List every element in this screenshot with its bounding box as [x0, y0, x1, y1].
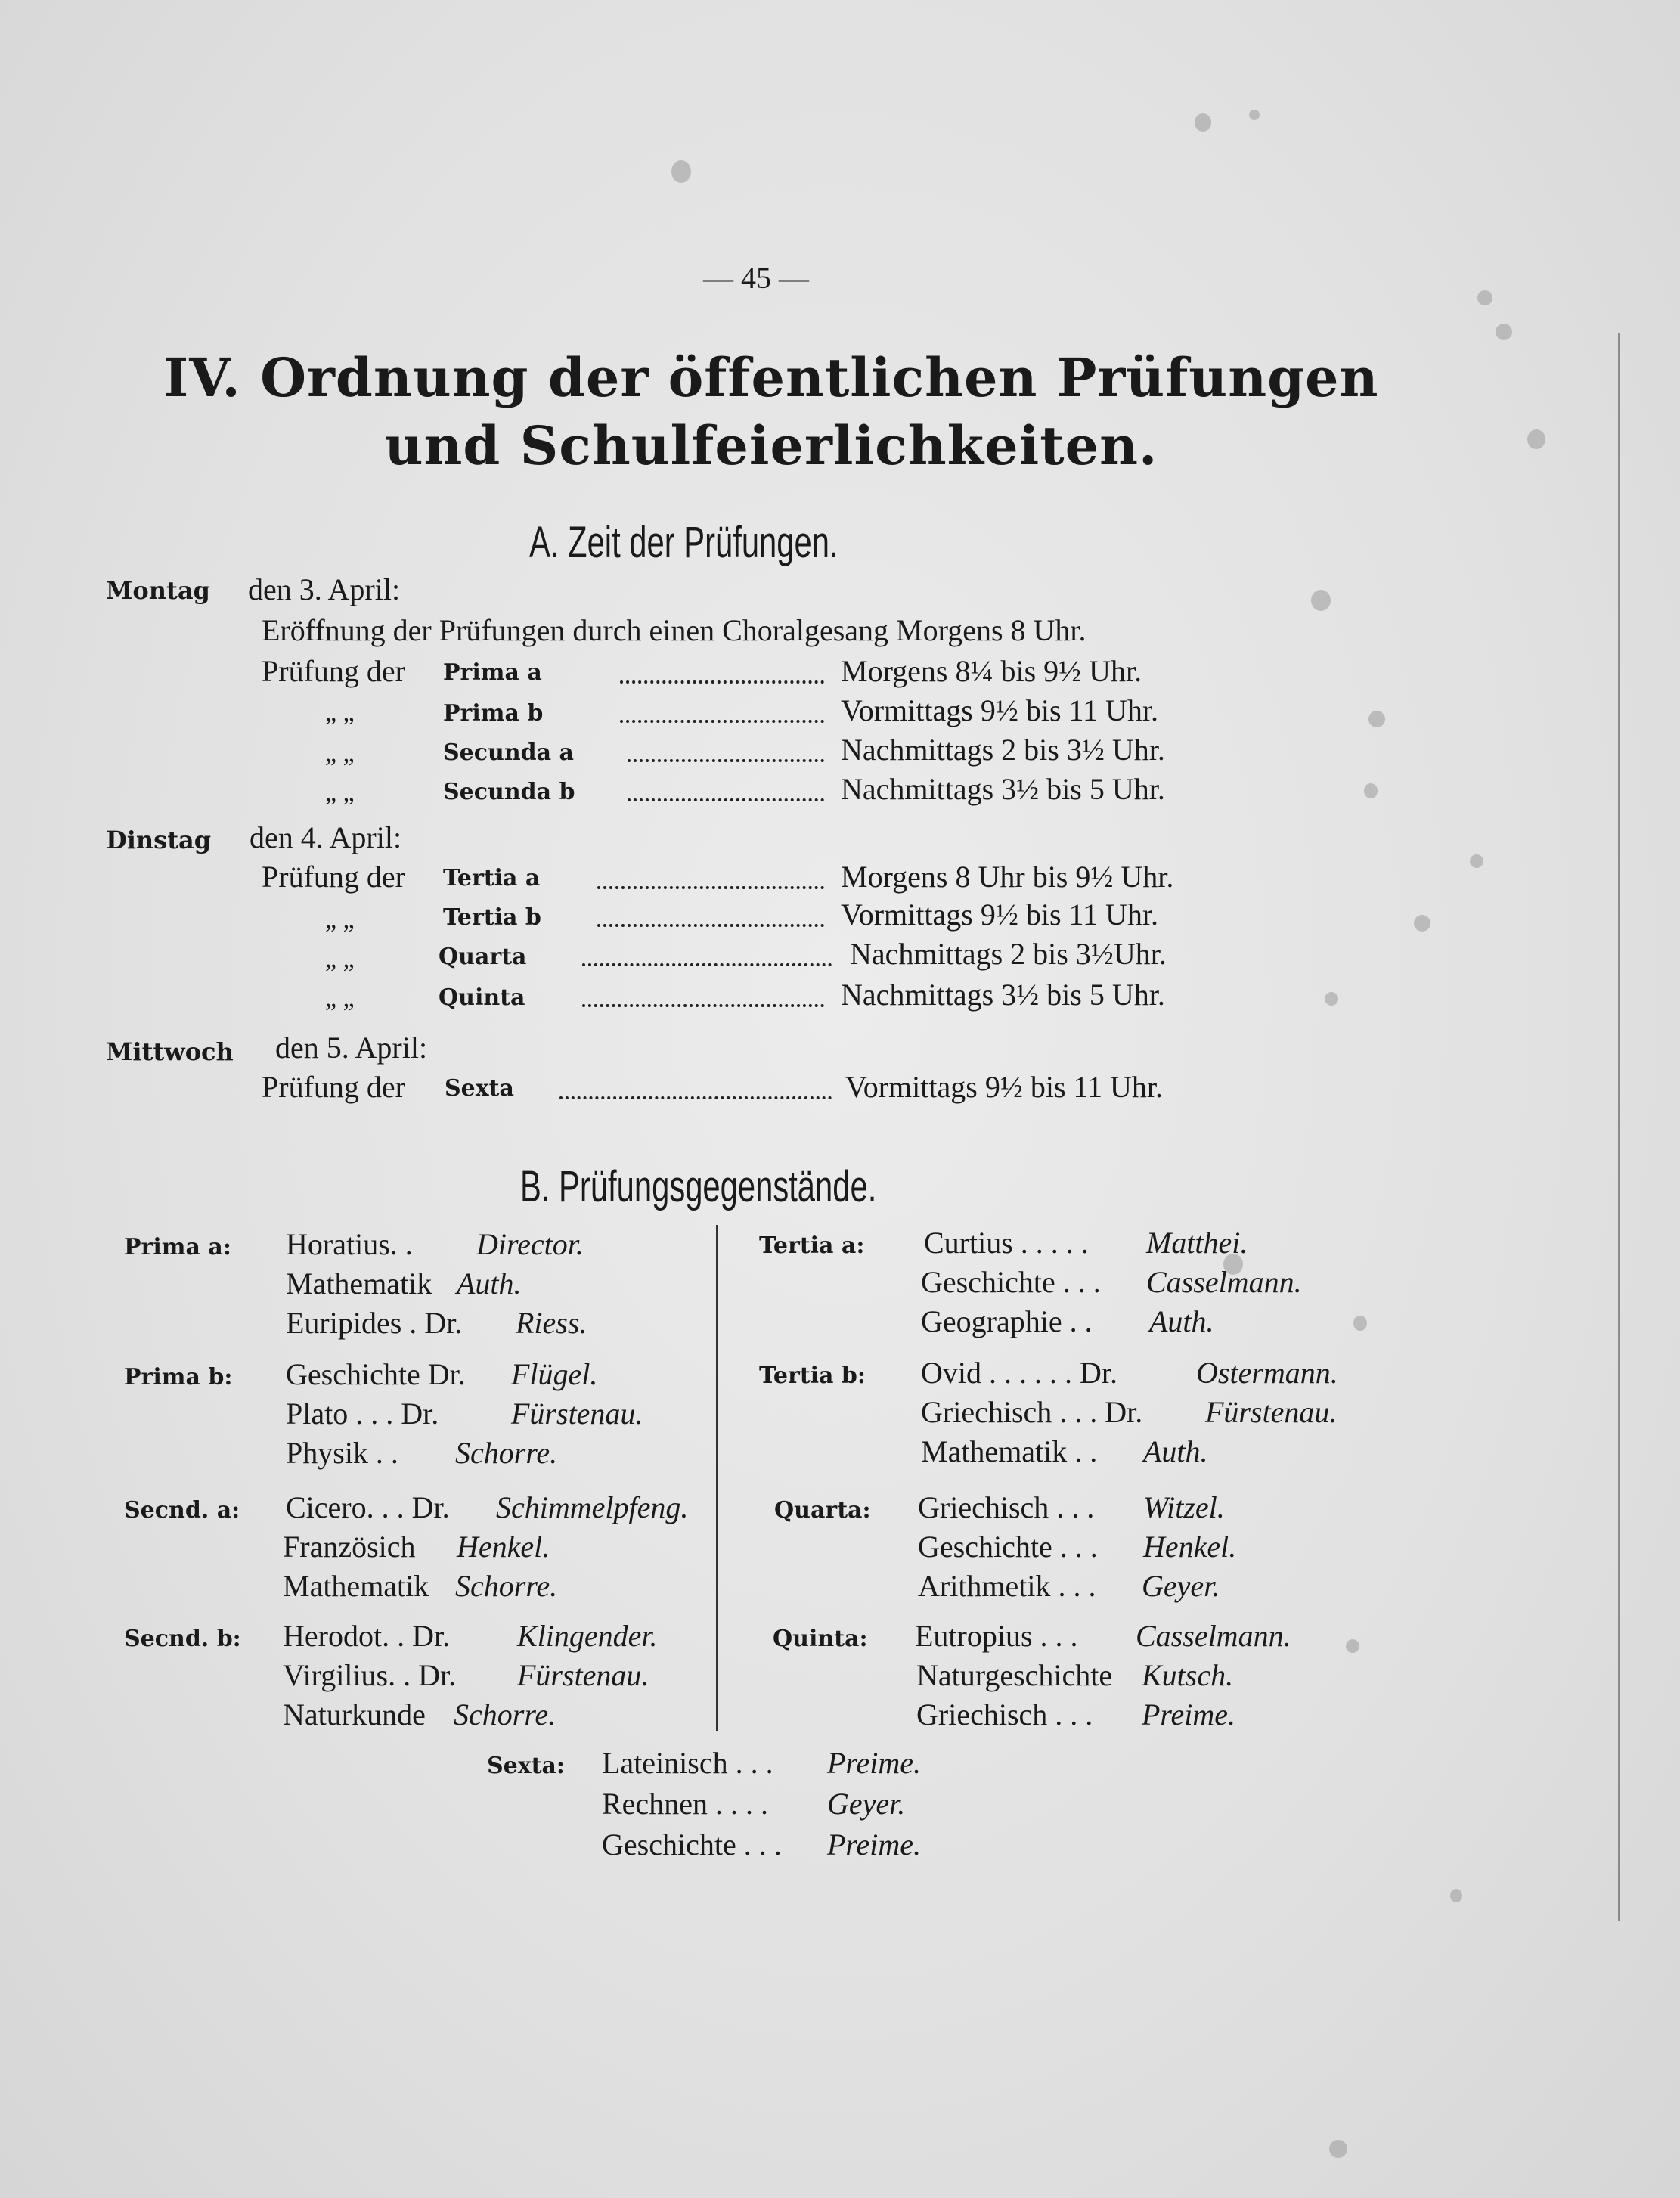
ditto-mark: „ „: [325, 779, 355, 807]
subject: Lateinisch . . .: [602, 1746, 773, 1780]
subject: Mathematik: [286, 1266, 432, 1301]
class-label: Secnd. b:: [124, 1626, 241, 1652]
class-label: Quinta:: [773, 1626, 868, 1652]
teacher: Preime.: [827, 1828, 922, 1862]
scan-spot: [1311, 590, 1331, 611]
teacher: Fürstenau.: [511, 1397, 643, 1431]
leader-dots: [597, 924, 824, 927]
day-name: Montag: [106, 576, 210, 605]
class-label: Sexta:: [487, 1753, 566, 1779]
teacher: Casselmann.: [1146, 1265, 1302, 1299]
teacher: Schorre.: [454, 1697, 556, 1731]
teacher: Auth.: [1143, 1434, 1208, 1468]
ditto-mark: „ „: [325, 739, 355, 767]
scan-spot: [1364, 783, 1378, 798]
exam-class: Tertia a: [443, 865, 541, 891]
exam-prefix: Prüfung der: [262, 654, 405, 688]
subject: Virgilius. . Dr.: [283, 1658, 457, 1692]
teacher: Ostermann.: [1196, 1356, 1338, 1390]
exam-time: Nachmittags 2 bis 3½Uhr.: [850, 937, 1167, 971]
subject: Geschichte . . .: [918, 1530, 1098, 1564]
day-name: Dinstag: [106, 826, 212, 854]
exam-class: Quinta: [439, 984, 525, 1011]
leader-dots: [559, 1096, 832, 1099]
section-a-heading: A. Zeit der Prüfungen.: [529, 518, 838, 567]
main-title-line-2: und Schulfeierlichkeiten.: [384, 414, 1158, 477]
teacher: Witzel.: [1143, 1490, 1225, 1524]
teacher: Auth.: [457, 1266, 522, 1301]
subject: Herodot. . Dr.: [283, 1619, 451, 1653]
exam-time: Vormittags 9½ bis 11 Uhr.: [845, 1070, 1164, 1104]
leader-dots: [582, 963, 832, 966]
exam-class: Tertia b: [443, 904, 541, 931]
leader-dots: [582, 1004, 824, 1007]
column-separator: [716, 1225, 718, 1731]
subject: Naturgeschichte: [916, 1658, 1113, 1692]
leader-dots: [620, 720, 824, 723]
teacher: Preime.: [827, 1746, 922, 1780]
scan-spot: [1353, 1316, 1367, 1331]
teacher: Schimmelpfeng.: [496, 1490, 689, 1524]
subject: Rechnen . . . .: [602, 1787, 768, 1821]
teacher: Geyer.: [827, 1787, 906, 1821]
scan-spot: [1470, 854, 1483, 868]
scan-spot: [671, 160, 691, 183]
exam-time: Nachmittags 3½ bis 5 Uhr.: [841, 772, 1165, 806]
subject: Geographie . .: [921, 1304, 1093, 1338]
scan-spot: [1195, 113, 1211, 132]
ditto-mark: „ „: [325, 699, 355, 727]
scan-spot: [1325, 992, 1338, 1006]
subject: Französich: [283, 1530, 416, 1564]
subject: Physik . .: [286, 1436, 398, 1470]
subject: Plato . . . Dr.: [286, 1397, 439, 1431]
exam-class: Secunda b: [443, 779, 575, 805]
subject: Griechisch . . . Dr.: [921, 1395, 1143, 1429]
subject: Ovid . . . . . . Dr.: [921, 1356, 1117, 1390]
subject: Naturkunde: [283, 1697, 426, 1731]
leader-dots: [628, 759, 824, 762]
leader-dots: [597, 886, 824, 889]
exam-prefix: Prüfung der: [262, 1070, 405, 1104]
ditto-mark: „ „: [325, 945, 355, 973]
scan-spot: [1527, 429, 1545, 449]
teacher: Schorre.: [455, 1569, 558, 1603]
class-label: Prima b:: [124, 1364, 233, 1390]
subject: Geschichte . . .: [602, 1828, 782, 1862]
leader-dots: [628, 798, 824, 801]
teacher: Director.: [476, 1227, 584, 1261]
scan-spot: [1346, 1639, 1359, 1653]
page-number: — 45 —: [703, 261, 809, 295]
scan-spot: [1414, 915, 1430, 932]
teacher: Riess.: [516, 1306, 587, 1340]
exam-class: Prima a: [443, 659, 542, 686]
scan-spot: [1329, 2140, 1347, 2158]
teacher: Kutsch.: [1142, 1658, 1234, 1692]
scan-spot: [1249, 110, 1260, 120]
teacher: Henkel.: [457, 1530, 550, 1564]
ditto-mark: „ „: [325, 984, 355, 1012]
subject: Arithmetik . . .: [918, 1569, 1096, 1603]
scan-edge-line: [1618, 333, 1620, 1921]
teacher: Henkel.: [1143, 1530, 1237, 1564]
exam-class: Prima b: [443, 700, 544, 727]
scan-spot: [1450, 1889, 1462, 1902]
teacher: Auth.: [1149, 1304, 1214, 1338]
subject: Cicero. . . Dr.: [286, 1490, 450, 1524]
subject: Horatius. .: [286, 1227, 413, 1261]
class-label: Prima a:: [124, 1234, 231, 1260]
exam-class: Sexta: [445, 1075, 514, 1102]
scan-spot: [1368, 711, 1385, 727]
exam-class: Quarta: [439, 944, 527, 970]
class-label: Tertia b:: [759, 1363, 866, 1389]
leader-dots: [620, 680, 824, 684]
day-date: den 4. April:: [250, 820, 402, 854]
subject: Eutropius . . .: [915, 1619, 1078, 1653]
class-label: Quarta:: [774, 1497, 871, 1524]
teacher: Matthei.: [1146, 1226, 1248, 1260]
exam-time: Morgens 8¼ bis 9½ Uhr.: [841, 654, 1142, 688]
teacher: Fürstenau.: [1205, 1395, 1337, 1429]
day-date: den 3. April:: [248, 572, 401, 606]
opening-line: Eröffnung der Prüfungen durch einen Choralgesang Morgens 8 Uhr.: [262, 613, 1086, 647]
subject: Griechisch . . .: [918, 1490, 1095, 1524]
exam-class: Secunda a: [443, 739, 574, 766]
scan-spot: [1496, 324, 1512, 340]
teacher: Fürstenau.: [517, 1658, 649, 1692]
teacher: Klingender.: [517, 1619, 658, 1653]
subject: Curtius . . . . .: [924, 1226, 1089, 1260]
exam-time: Nachmittags 2 bis 3½ Uhr.: [841, 733, 1165, 767]
class-label: Tertia a:: [759, 1232, 865, 1259]
class-label: Secnd. a:: [124, 1497, 240, 1524]
exam-time: Vormittags 9½ bis 11 Uhr.: [841, 693, 1159, 727]
section-b-heading: B. Prüfungsgegenstände.: [520, 1162, 877, 1211]
exam-time: Morgens 8 Uhr bis 9½ Uhr.: [841, 860, 1174, 894]
exam-prefix: Prüfung der: [262, 860, 405, 894]
subject: Euripides . Dr.: [286, 1306, 463, 1340]
exam-time: Vormittags 9½ bis 11 Uhr.: [841, 897, 1159, 932]
ditto-mark: „ „: [325, 906, 355, 934]
teacher: Preime.: [1142, 1697, 1236, 1731]
teacher: Geyer.: [1142, 1569, 1220, 1603]
exam-time: Nachmittags 3½ bis 5 Uhr.: [841, 978, 1165, 1012]
subject: Geschichte Dr.: [286, 1357, 466, 1391]
subject: Griechisch . . .: [916, 1697, 1093, 1731]
main-title-line-1: IV. Ordnung der öffentlichen Prüfungen: [163, 346, 1379, 409]
teacher: Schorre.: [455, 1436, 558, 1470]
subject: Mathematik . .: [921, 1434, 1098, 1468]
teacher: Casselmann.: [1136, 1619, 1291, 1653]
teacher: Flügel.: [511, 1357, 598, 1391]
subject: Geschichte . . .: [921, 1265, 1101, 1299]
day-date: den 5. April:: [275, 1031, 428, 1065]
day-name: Mittwoch: [106, 1037, 234, 1066]
subject: Mathematik: [283, 1569, 429, 1603]
